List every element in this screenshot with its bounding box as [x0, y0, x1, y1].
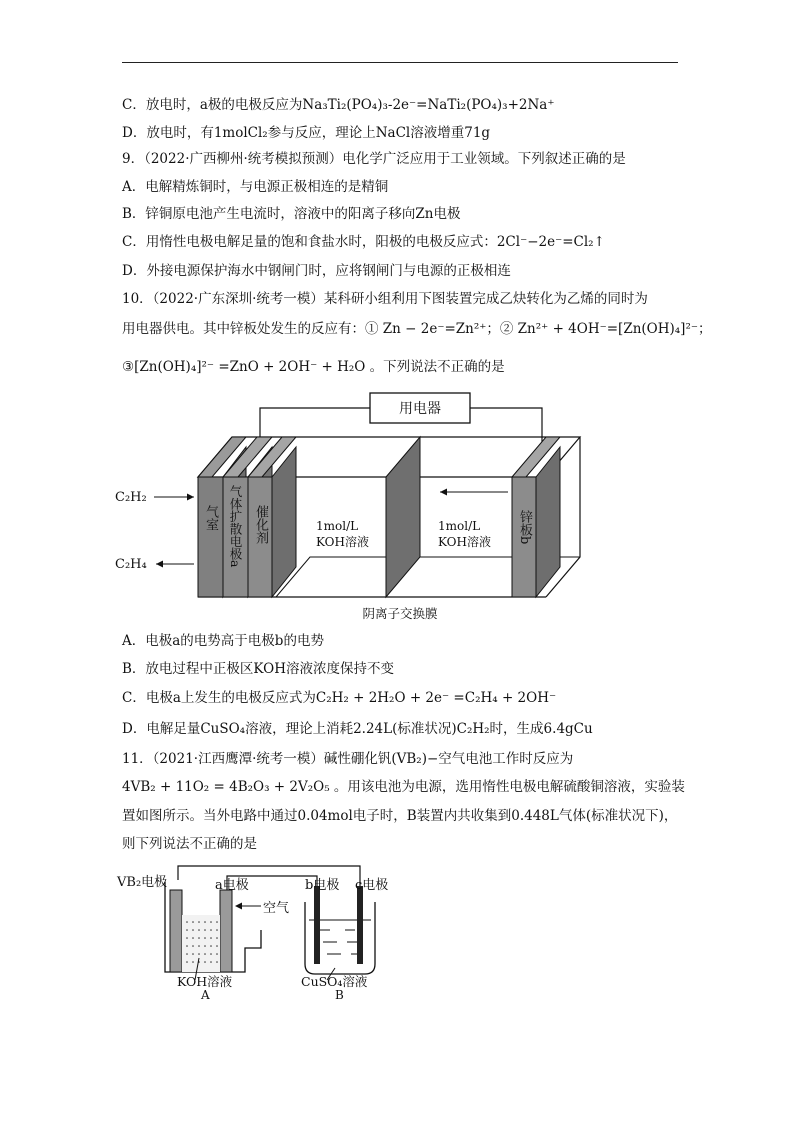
gas-chamber-label: 气室 [203, 505, 218, 531]
koh-solution [182, 915, 220, 972]
label-a: A [201, 988, 210, 1000]
q9-option-a: A．电解精炼铜时，与电源正极相连的是精铜 [122, 179, 389, 195]
left-solution-name: KOH溶液 [316, 535, 369, 549]
question-9: 9．（2022·广西柳州·统考模拟预测）电化学广泛应用于工业领域。下列叙述正确的是 [122, 151, 626, 167]
c2h4-label: C₂H₄ [115, 557, 147, 572]
right-solution-name: KOH溶液 [438, 535, 491, 549]
header-rule [122, 62, 678, 63]
q10-reactions: 用电器供电。其中锌板处发生的反应有：① Zn − 2e⁻=Zn²⁺；② Zn²⁺ + 4OH⁻=[Zn(OH)₄]²⁻； [122, 321, 712, 337]
question-11: 11．（2021·江西鹰潭·统考一模）碱性硼化钒(VB₂)−空气电池工作时反应为 [122, 751, 574, 767]
catalyst-label: 催化剂 [253, 505, 268, 544]
wire-left [260, 408, 370, 447]
c2h2-label: C₂H₂ [115, 490, 147, 505]
koh-label: KOH溶液 [177, 974, 233, 989]
q10-reaction-3: ③[Zn(OH)₄]²⁻ =ZnO + 2OH⁻ + H₂O 。下列说法不正确的是 [122, 359, 505, 375]
q10-option-b: B．放电过程中正极区KOH溶液浓度保持不变 [122, 661, 394, 677]
q11-reaction: 4VB₂ + 11O₂ = 4B₂O₃ + 2V₂O₅ 。用该电池为电源，选用惰性电极电解硫酸铜溶液，实验装 [122, 779, 685, 795]
question-10: 10．（2022·广东深圳·统考一模）某科研小组利用下图装置完成乙炔转化为乙烯的同时为 [122, 291, 648, 307]
battery-diagram [110, 385, 590, 625]
wire-right [470, 408, 542, 447]
zinc-plate-label: 锌板b [517, 510, 532, 545]
q9-option-c: C．用惰性电极电解足量的饱和食盐水时，阳极的电极反应式：2Cl⁻−2e⁻=Cl₂↑ [122, 234, 605, 250]
cuso4-solution [320, 930, 363, 954]
q10-option-a: A．电极a的电势高于电极b的电势 [122, 633, 324, 649]
q9-option-d: D．外接电源保护海水中钢闸门时，应将钢闸门与电源的正极相连 [122, 263, 511, 279]
gas-electrode-label: 气体扩散电极a [228, 485, 243, 568]
c2h2-arrow [187, 494, 194, 501]
c2h4-arrow [156, 561, 163, 568]
b-electrode-rod [314, 886, 320, 964]
left-solution-conc: 1mol/L [316, 519, 359, 533]
air-arrow [235, 903, 242, 910]
option-d-prev: D．放电时，有1molCl₂参与反应，理论上NaCl溶液增重71g [122, 125, 491, 141]
anion-exchange-membrane [386, 437, 420, 597]
vb2-electrode [170, 890, 182, 972]
q11-text-1: 置如图所示。当外电路中通过0.04mol电子时，B装置内共收集到0.448L气体(标准状况下)， [122, 808, 678, 824]
c-electrode-label: c电极 [355, 878, 389, 893]
vb2-electrode-label: VB₂电极 [117, 875, 168, 890]
option-c-prev: C．放电时，a极的电极反应为Na₃Ti₂(PO₄)₃-2e⁻=NaTi₂(PO₄)₃+2Na⁺ [122, 97, 555, 113]
q11-text-2: 则下列说法不正确的是 [122, 836, 257, 852]
device-label: 用电器 [399, 401, 441, 417]
c-electrode-rod [357, 886, 363, 964]
membrane-label: 阴离子交换膜 [362, 606, 438, 621]
q10-option-c: C．电极a上发生的电极反应式为C₂H₂ + 2H₂O + 2e⁻ =C₂H₄ + 2OH⁻ [122, 690, 557, 706]
q10-option-d: D．电解足量CuSO₄溶液，理论上消耗2.24L(标准状况)C₂H₂时，生成6.4gCu [122, 721, 593, 737]
b-electrode-label: b电极 [305, 878, 340, 893]
a-electrode-label: a电极 [215, 878, 249, 893]
electrolysis-diagram [115, 860, 425, 1000]
air-label: 空气 [263, 901, 290, 916]
q9-option-b: B．锌铜原电池产生电流时，溶液中的阳离子移向Zn电极 [122, 206, 461, 222]
right-solution-conc: 1mol/L [438, 519, 481, 533]
label-b: B [335, 988, 344, 1000]
cuso4-label: CuSO₄溶液 [301, 974, 368, 989]
a-electrode [220, 890, 232, 972]
